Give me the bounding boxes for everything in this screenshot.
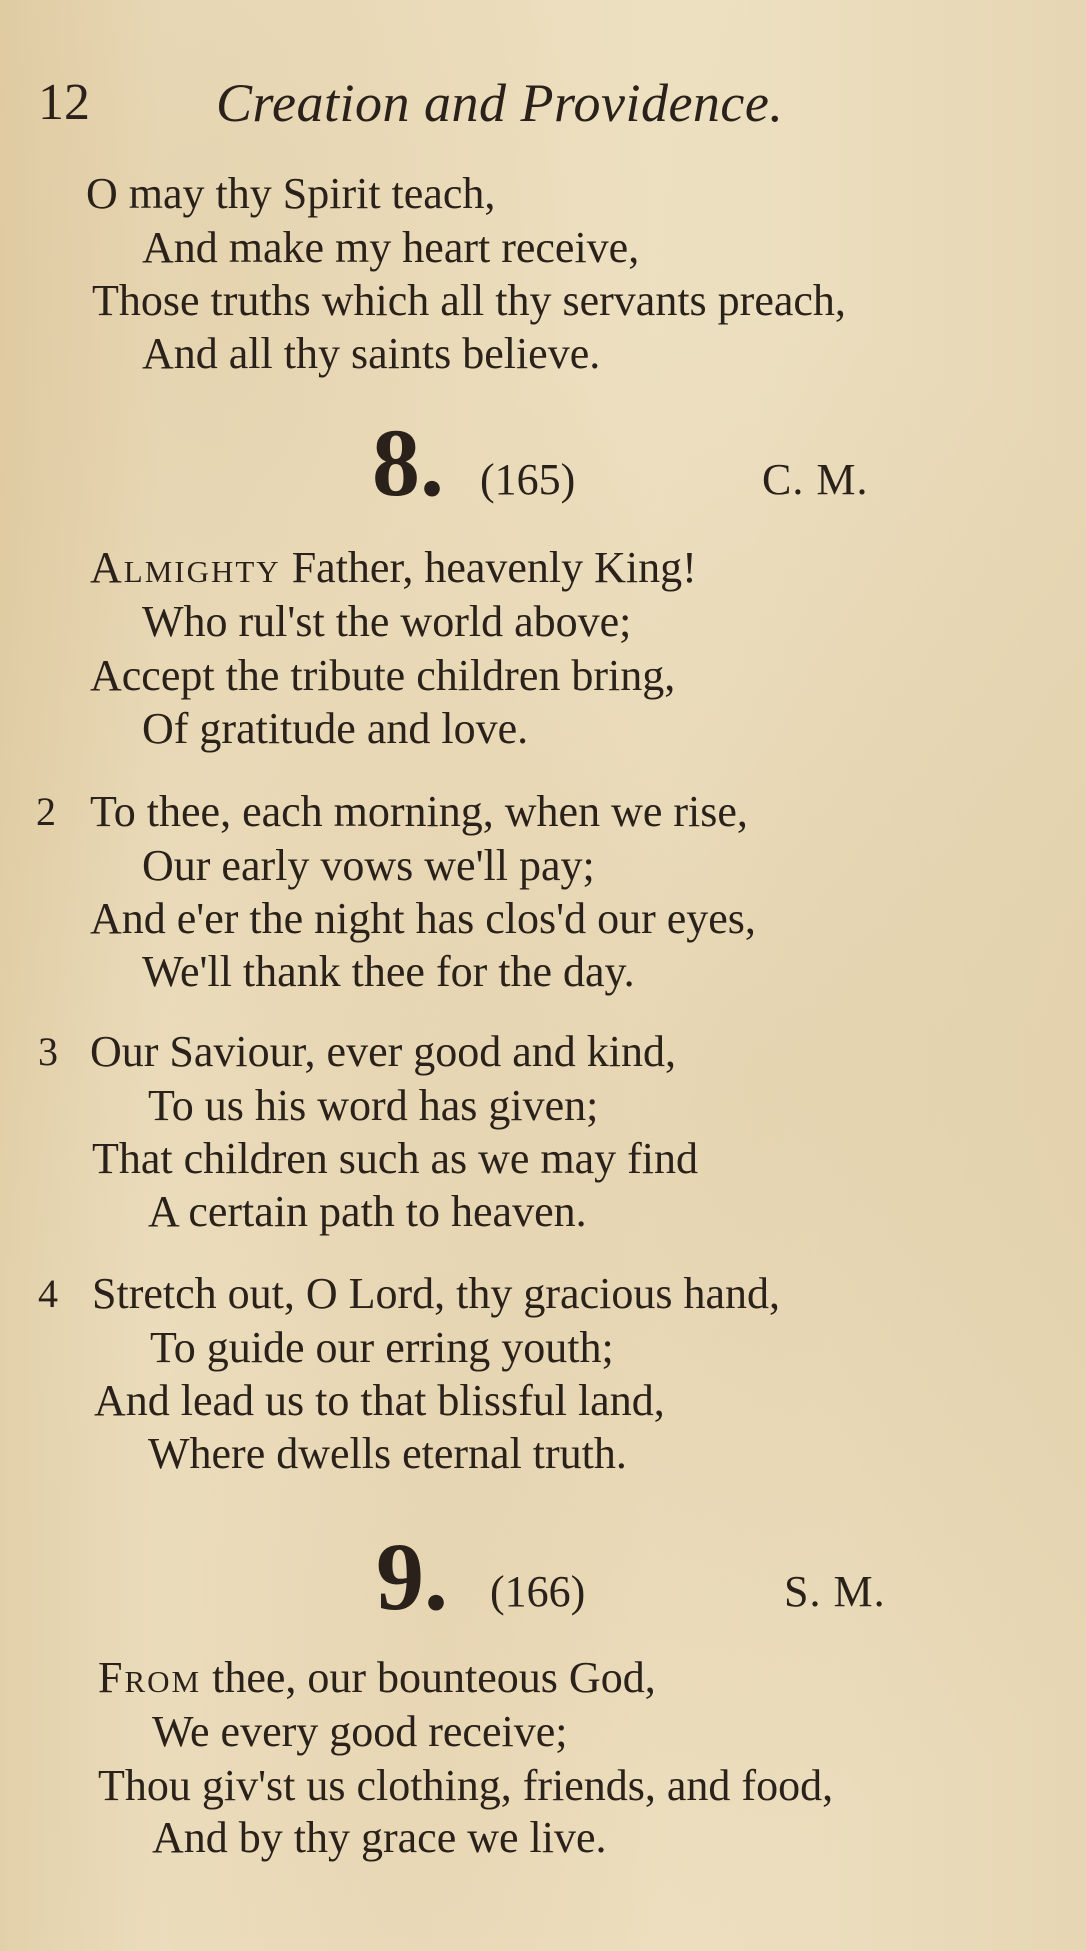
- page-number: 12: [38, 74, 90, 131]
- stanza-number: 4: [38, 1271, 58, 1316]
- hymn-reference: (165): [480, 455, 576, 504]
- verse-line: Accept the tribute children bring,: [90, 651, 676, 700]
- verse-line: Our early vows we'll pay;: [142, 841, 595, 890]
- verse-line: [98, 1652, 656, 1704]
- verse-line: And by thy grace we live.: [152, 1813, 607, 1862]
- verse-line-rest: Father, heavenly King!: [280, 543, 697, 592]
- hymn-9-heading: [0, 1523, 1086, 1630]
- verse-line: Who rul'st the world above;: [142, 597, 632, 646]
- initial-word: From: [98, 1653, 202, 1702]
- initial-word: Almighty: [90, 543, 281, 592]
- verse-line: [90, 542, 697, 594]
- running-title: Creation and Providence.: [216, 73, 784, 133]
- stanza-number: 2: [36, 789, 56, 834]
- hymn-number: 9.: [376, 1523, 448, 1630]
- verse-line: And e'er the night has clos'd our eyes,: [90, 894, 756, 943]
- verse-line: That children such as we may find: [92, 1134, 699, 1183]
- verse-line: O may thy Spirit teach,: [86, 169, 496, 218]
- verse-line: And lead us to that blissful land,: [94, 1376, 665, 1425]
- hymn-8-heading: [0, 409, 1086, 516]
- verse-line: To guide our erring youth;: [150, 1323, 614, 1372]
- verse-line: Our Saviour, ever good and kind,: [90, 1027, 677, 1076]
- verse-line: We'll thank thee for the day.: [142, 947, 635, 996]
- verse-line: We every good receive;: [152, 1707, 568, 1756]
- verse-line: Those truths which all thy servants preach,: [92, 276, 846, 325]
- verse-line: To thee, each morning, when we rise,: [90, 787, 748, 836]
- verse-line: And all thy saints believe.: [142, 329, 601, 378]
- verse-line: Where dwells eternal truth.: [148, 1429, 627, 1478]
- verse-line: Stretch out, O Lord, thy gracious hand,: [92, 1269, 780, 1318]
- verse-line: To us his word has given;: [148, 1081, 599, 1130]
- verse-line: And make my heart receive,: [142, 223, 640, 272]
- stanza-number: 3: [38, 1029, 58, 1074]
- verse-line: Thou giv'st us clothing, friends, and food,: [98, 1761, 834, 1810]
- page-header: [38, 68, 1038, 138]
- hymn-meter: C. M.: [762, 455, 869, 504]
- verse-line-rest: thee, our bounteous God,: [201, 1653, 656, 1702]
- verse-line: A certain path to heaven.: [148, 1187, 587, 1236]
- hymn-reference: (166): [490, 1567, 586, 1616]
- hymn-meter: S. M.: [784, 1567, 886, 1616]
- verse-line: Of gratitude and love.: [142, 704, 529, 753]
- hymn-number: 8.: [372, 409, 444, 516]
